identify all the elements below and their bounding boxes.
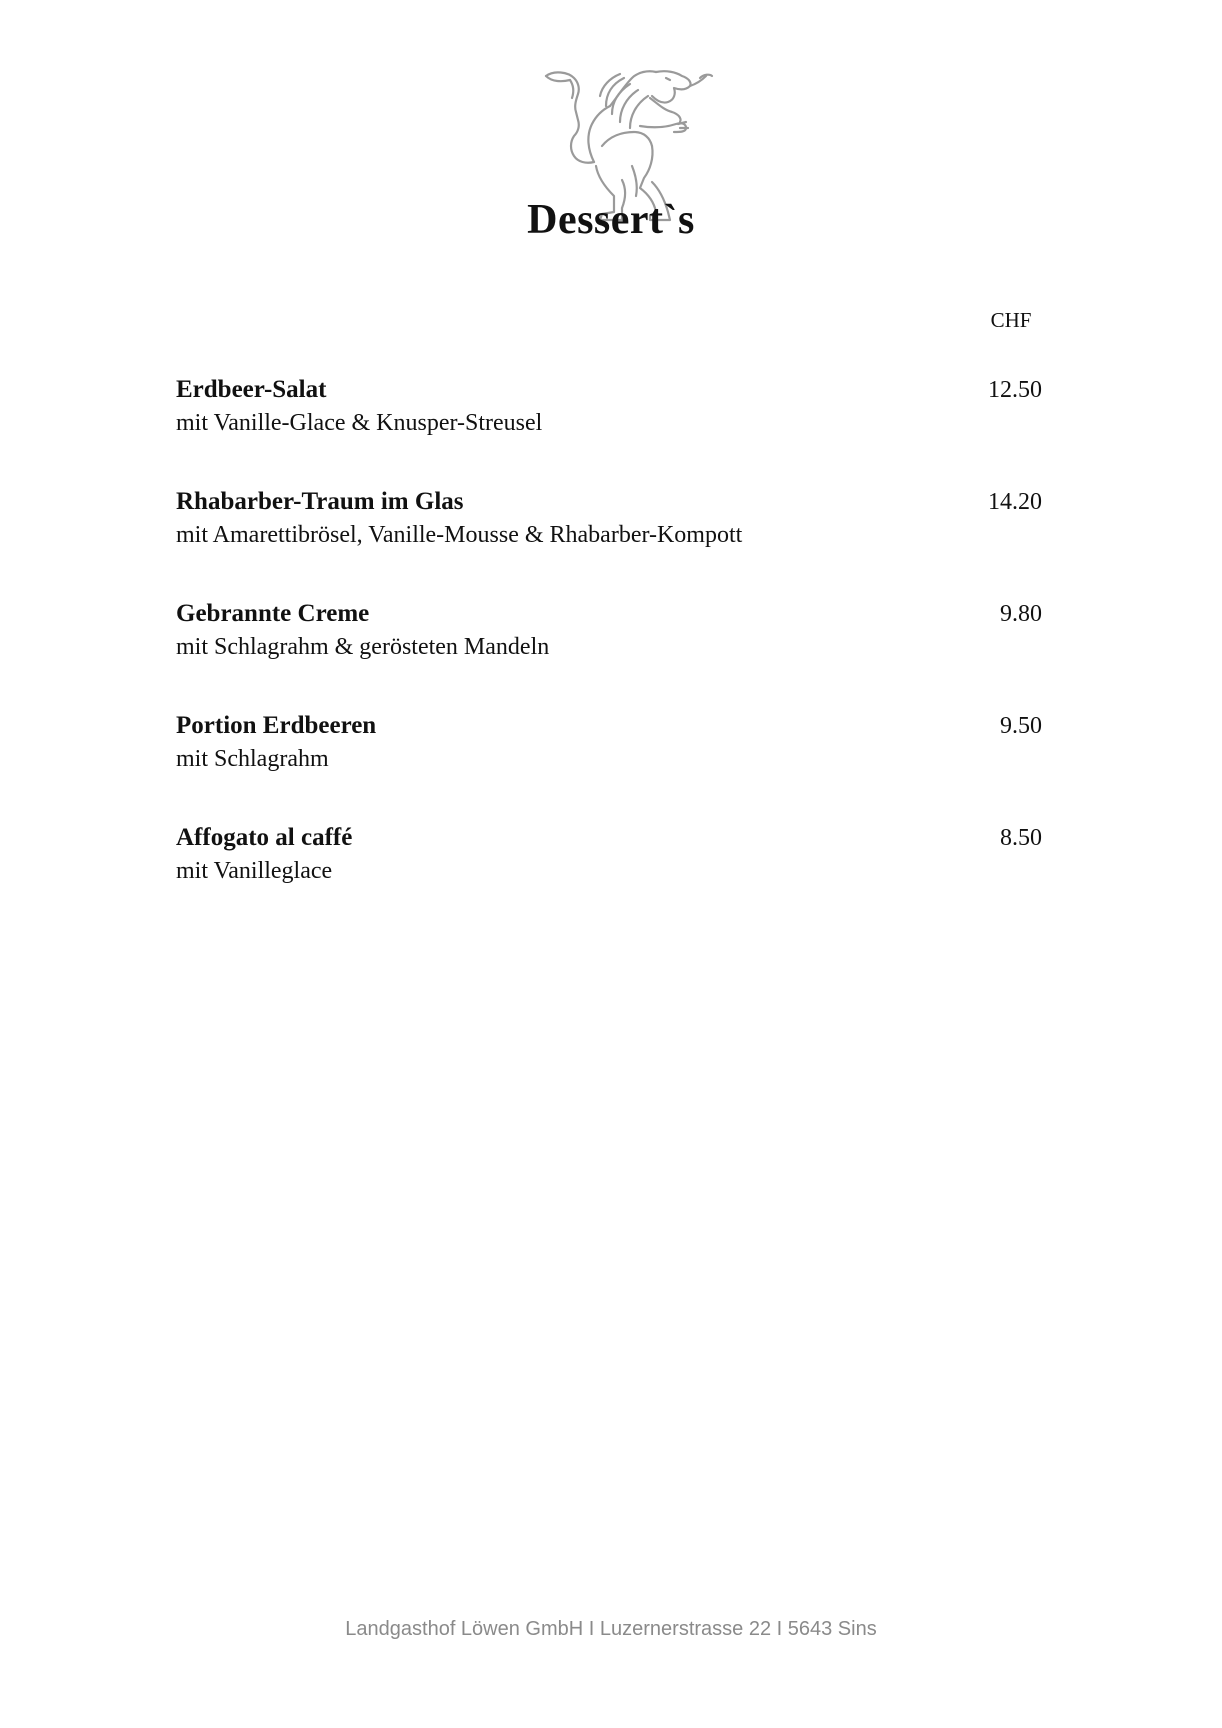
dessert-list (176, 376, 1042, 936)
item-price: 9.80 (1000, 601, 1042, 627)
currency-label: CHF (990, 308, 1032, 332)
list-item (176, 376, 1042, 488)
item-name: Portion Erdbeeren (176, 712, 377, 739)
item-description: mit Vanille-Glace & Knusper-Streusel (176, 410, 543, 436)
item-name: Rhabarber-Traum im Glas (176, 488, 464, 515)
item-price: 14.20 (988, 489, 1042, 515)
item-name: Gebrannte Creme (176, 600, 370, 627)
list-item (176, 712, 1042, 824)
item-name: Erdbeer-Salat (176, 376, 327, 403)
list-item (176, 824, 1042, 936)
item-price: 12.50 (988, 377, 1042, 403)
item-price: 8.50 (1000, 825, 1042, 851)
footer-address: Landgasthof Löwen GmbH I Luzernerstrasse 22 I 5643 Sins (345, 1618, 877, 1640)
page-title: Dessert`s (527, 197, 695, 243)
item-price: 9.50 (1000, 713, 1042, 739)
item-description: mit Schlagrahm & gerösteten Mandeln (176, 634, 550, 660)
item-description: mit Schlagrahm (176, 746, 329, 772)
list-item (176, 600, 1042, 712)
item-description: mit Vanilleglace (176, 858, 333, 884)
item-name: Affogato al caffé (176, 824, 353, 851)
item-description: mit Amarettibrösel, Vanille-Mousse & Rhabarber-Kompott (176, 522, 743, 548)
list-item (176, 488, 1042, 600)
